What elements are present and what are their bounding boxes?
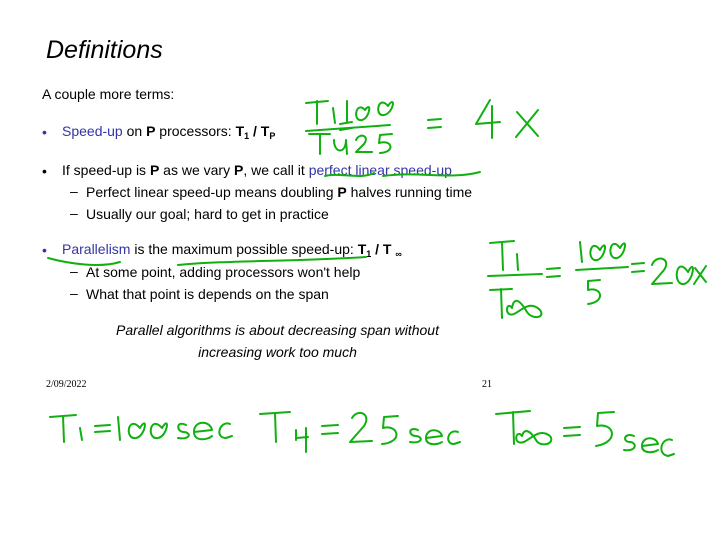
text-fragment: , we call it	[243, 162, 309, 178]
text-fragment: If speed-up is	[62, 162, 150, 178]
t-symbol: T	[357, 241, 367, 257]
text-fragment: halves running time	[346, 184, 473, 200]
note-line-2: increasing work too much	[198, 344, 357, 360]
text-fragment: as we vary	[159, 162, 234, 178]
dash-marker: –	[70, 263, 78, 279]
term-speed-up: Speed-up	[62, 123, 123, 139]
subscript: P	[269, 131, 276, 141]
slash-t: / T	[249, 123, 270, 139]
subscript: 1	[366, 249, 372, 259]
handwriting-speedup-4x	[306, 100, 538, 154]
infinity-subscript: ∞	[395, 249, 402, 259]
handwriting-t4-25sec	[260, 412, 460, 452]
page-number: 21	[482, 379, 492, 390]
underline-mark	[325, 173, 374, 176]
text-fragment: on	[122, 123, 147, 139]
bold-p: P	[149, 162, 160, 178]
term-parallelism: Parallelism	[62, 241, 131, 257]
subscript: 1	[244, 131, 250, 141]
sub-bullet-adding: At some point, adding processors won't help	[86, 264, 361, 280]
text-fragment: processors:	[155, 123, 236, 139]
intro-text: A couple more terms:	[42, 86, 175, 102]
dash-marker: –	[70, 205, 78, 221]
dash-marker: –	[70, 183, 78, 199]
underline-mark	[48, 258, 120, 265]
bullet-marker: •	[42, 124, 47, 140]
footer-date: 2/09/2022	[46, 379, 87, 390]
text-fragment: is the maximum possible speed-up:	[130, 241, 358, 257]
underline-mark	[383, 172, 480, 176]
bullet-marker: •	[42, 163, 47, 179]
sub-bullet-span: What that point is depends on the span	[86, 286, 329, 302]
text-fragment: Perfect linear speed-up means doubling	[86, 184, 338, 200]
dash-marker: –	[70, 285, 78, 301]
t-symbol: T	[235, 123, 245, 139]
slash-t: / T	[371, 241, 396, 257]
underline-mark	[178, 257, 366, 265]
term-perfect-linear-speed-up: perfect linear speed-up	[308, 162, 452, 178]
bold-p: P	[233, 162, 244, 178]
bold-p: P	[337, 184, 347, 200]
handwriting-t1-100sec	[50, 415, 232, 442]
bullet-marker: •	[42, 242, 47, 258]
sub-bullet-goal: Usually our goal; hard to get in practice	[86, 206, 329, 222]
slide-title: Definitions	[46, 36, 163, 64]
handwriting-parallelism-20x	[488, 241, 706, 318]
handwriting-tinf-5sec	[496, 411, 674, 456]
bold-p: P	[146, 123, 156, 139]
note-line-1: Parallel algorithms is about decreasing span without	[116, 322, 439, 338]
